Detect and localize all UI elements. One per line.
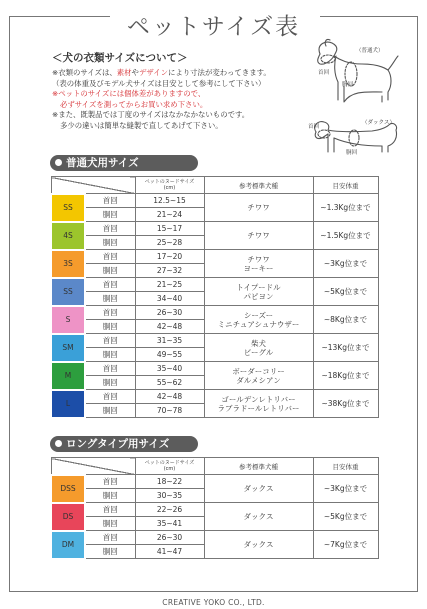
table-row <box>51 531 378 545</box>
weight-cell: ~3Kg位まで <box>313 250 378 278</box>
long-size-table <box>50 457 379 560</box>
breed-cell: ゴールデンレトリバー ラブラドールレトリバー <box>204 390 313 418</box>
chest-size: 21~24 <box>135 208 204 222</box>
table-row <box>51 250 378 264</box>
neck-label: 首回 <box>85 503 135 517</box>
chest-size: 42~48 <box>135 320 204 334</box>
neck-size: 15~17 <box>135 222 204 236</box>
bullet-icon <box>55 440 62 447</box>
neck-label: 首回 <box>85 390 135 404</box>
size-code-badge: 4S <box>51 222 85 250</box>
intro-text: ※衣類のサイズは、 <box>52 68 117 77</box>
breed-cell: 柴犬 ビーグル <box>204 334 313 362</box>
table-row <box>51 362 378 376</box>
dog-chest-label: 胸回 <box>342 82 354 88</box>
chest-size: 34~40 <box>135 292 204 306</box>
intro-line-3: ※ペットのサイズには個体差がありますので、 <box>52 89 206 98</box>
table-row <box>51 306 378 320</box>
size-code-badge: DS <box>51 503 85 531</box>
header-nude-size <box>135 177 204 194</box>
neck-size: 21~25 <box>135 278 204 292</box>
header-breed: 参考標準犬種 <box>204 177 313 194</box>
weight-cell: ~5Kg位まで <box>313 278 378 306</box>
dog-type-label-dachs: （ダックス） <box>362 120 395 126</box>
chest-label: 胴回 <box>85 376 135 390</box>
chest-size: 49~55 <box>135 348 204 362</box>
header-breed: 参考標準犬種 <box>204 458 313 475</box>
table-row <box>51 194 378 208</box>
neck-label: 首回 <box>85 278 135 292</box>
intro-line-2: （表の体重及びモデル犬サイズは目安として参考にして下さい） <box>52 78 266 88</box>
page-title: ペットサイズ表 <box>119 8 308 41</box>
chest-size: 25~28 <box>135 236 204 250</box>
intro-line-5: ※また、既製品では丁度のサイズはなかなかないものです。 <box>52 110 250 119</box>
header-unit-label: (cm) <box>163 185 176 191</box>
weight-cell: ~38Kg位まで <box>313 390 378 418</box>
neck-size: 22~26 <box>135 503 204 517</box>
chest-size: 30~35 <box>135 489 204 503</box>
table-row <box>51 390 378 404</box>
chest-size: 70~78 <box>135 404 204 418</box>
weight-cell: ~13Kg位まで <box>313 334 378 362</box>
neck-size: 26~30 <box>135 531 204 545</box>
chest-label: 胴回 <box>85 320 135 334</box>
regular-heading-text: 普通犬用サイズ <box>66 157 139 169</box>
intro-heading: ＜犬の衣類サイズについて＞ <box>52 52 188 64</box>
header-nude-label: ペットのヌードサイズ <box>144 178 195 185</box>
chest-size: 41~47 <box>135 545 204 559</box>
neck-label: 首回 <box>85 334 135 348</box>
regular-section-heading <box>50 155 198 171</box>
neck-size: 42~48 <box>135 390 204 404</box>
size-code-badge: SM <box>51 334 85 362</box>
weight-cell: ~8Kg位まで <box>313 306 378 334</box>
chest-label: 胴回 <box>85 545 135 559</box>
breed-cell: ボーダーコリー ダルメシアン <box>204 362 313 390</box>
breed-cell: ダックス <box>204 503 313 531</box>
weight-cell: ~3Kg位まで <box>313 475 378 503</box>
weight-cell: ~5Kg位まで <box>313 503 378 531</box>
header-weight: 目安体重 <box>313 177 378 194</box>
size-code-badge: 3S <box>51 250 85 278</box>
company-name: CREATIVE YOKO CO., LTD. <box>156 598 270 607</box>
header-weight: 目安体重 <box>313 458 378 475</box>
header-nude-label: ペットのヌードサイズ <box>144 459 195 466</box>
dog-type-label-normal: （普通犬） <box>356 48 384 54</box>
footer <box>0 590 427 609</box>
neck-size: 26~30 <box>135 306 204 320</box>
table-row <box>51 334 378 348</box>
intro-highlight: 素材 <box>116 68 132 77</box>
size-code-badge: M <box>51 362 85 390</box>
neck-size: 31~35 <box>135 334 204 348</box>
chest-label: 胴回 <box>85 348 135 362</box>
table-row <box>51 503 378 517</box>
neck-label: 首回 <box>85 222 135 236</box>
long-heading-text: ロングタイプ用サイズ <box>66 438 170 450</box>
dog-chest-label-2: 胴回 <box>346 150 358 156</box>
header-diagonal-cell <box>51 177 135 194</box>
intro-line-1 <box>52 68 314 79</box>
intro-text: や <box>131 68 139 77</box>
regular-size-table <box>50 176 379 419</box>
chest-label: 胴回 <box>85 236 135 250</box>
intro-text: により寸法が変わってきます。 <box>167 68 271 77</box>
table-row <box>51 222 378 236</box>
breed-cell: ダックス <box>204 531 313 559</box>
table-row <box>51 278 378 292</box>
chest-label: 胴回 <box>85 404 135 418</box>
chest-label: 胴回 <box>85 517 135 531</box>
intro-line-4: 必ずサイズを測ってからお買い求め下さい。 <box>60 99 208 109</box>
breed-cell: シーズー ミニチュアシュナウザー <box>204 306 313 334</box>
breed-cell: ダックス <box>204 475 313 503</box>
header-unit-label: (cm) <box>163 466 176 472</box>
neck-label: 首回 <box>85 362 135 376</box>
long-section-heading <box>50 436 198 452</box>
intro-line-6: 多少の違いは簡単な縫製で直してあげて下さい。 <box>60 120 223 130</box>
weight-cell: ~1.3Kg位まで <box>313 194 378 222</box>
breed-cell: チワワ <box>204 194 313 222</box>
chest-label: 胴回 <box>85 264 135 278</box>
chest-label: 胴回 <box>85 292 135 306</box>
chest-label: 胴回 <box>85 208 135 222</box>
neck-size: 35~40 <box>135 362 204 376</box>
neck-size: 18~22 <box>135 475 204 489</box>
chest-size: 27~32 <box>135 264 204 278</box>
bullet-icon <box>55 159 62 166</box>
neck-label: 首回 <box>85 306 135 320</box>
neck-label: 首回 <box>85 194 135 208</box>
breed-cell: チワワ ヨーキー <box>204 250 313 278</box>
dog-illustrations <box>296 34 408 172</box>
dog-neck-label: 首回 <box>318 70 330 76</box>
size-code-badge: L <box>51 390 85 418</box>
chest-label: 胴回 <box>85 489 135 503</box>
size-code-badge: SS <box>51 278 85 306</box>
chest-size: 35~41 <box>135 517 204 531</box>
size-code-badge: DSS <box>51 475 85 503</box>
header-nude-size <box>135 458 204 475</box>
breed-cell: トイプードル パピヨン <box>204 278 313 306</box>
header-diagonal-cell <box>51 458 135 475</box>
neck-size: 17~20 <box>135 250 204 264</box>
intro-block <box>52 50 314 131</box>
intro-highlight: デザイン <box>138 68 168 77</box>
neck-label: 首回 <box>85 250 135 264</box>
size-code-badge: S <box>51 306 85 334</box>
weight-cell: ~1.5Kg位まで <box>313 222 378 250</box>
neck-label: 首回 <box>85 531 135 545</box>
dog-neck-label-2: 首回 <box>308 124 320 130</box>
chest-size: 55~62 <box>135 376 204 390</box>
weight-cell: ~7Kg位まで <box>313 531 378 559</box>
breed-cell: チワワ <box>204 222 313 250</box>
table-row <box>51 475 378 489</box>
weight-cell: ~18Kg位まで <box>313 362 378 390</box>
size-code-badge: DM <box>51 531 85 559</box>
size-code-badge: SS <box>51 194 85 222</box>
neck-label: 首回 <box>85 475 135 489</box>
neck-size: 12.5~15 <box>135 194 204 208</box>
